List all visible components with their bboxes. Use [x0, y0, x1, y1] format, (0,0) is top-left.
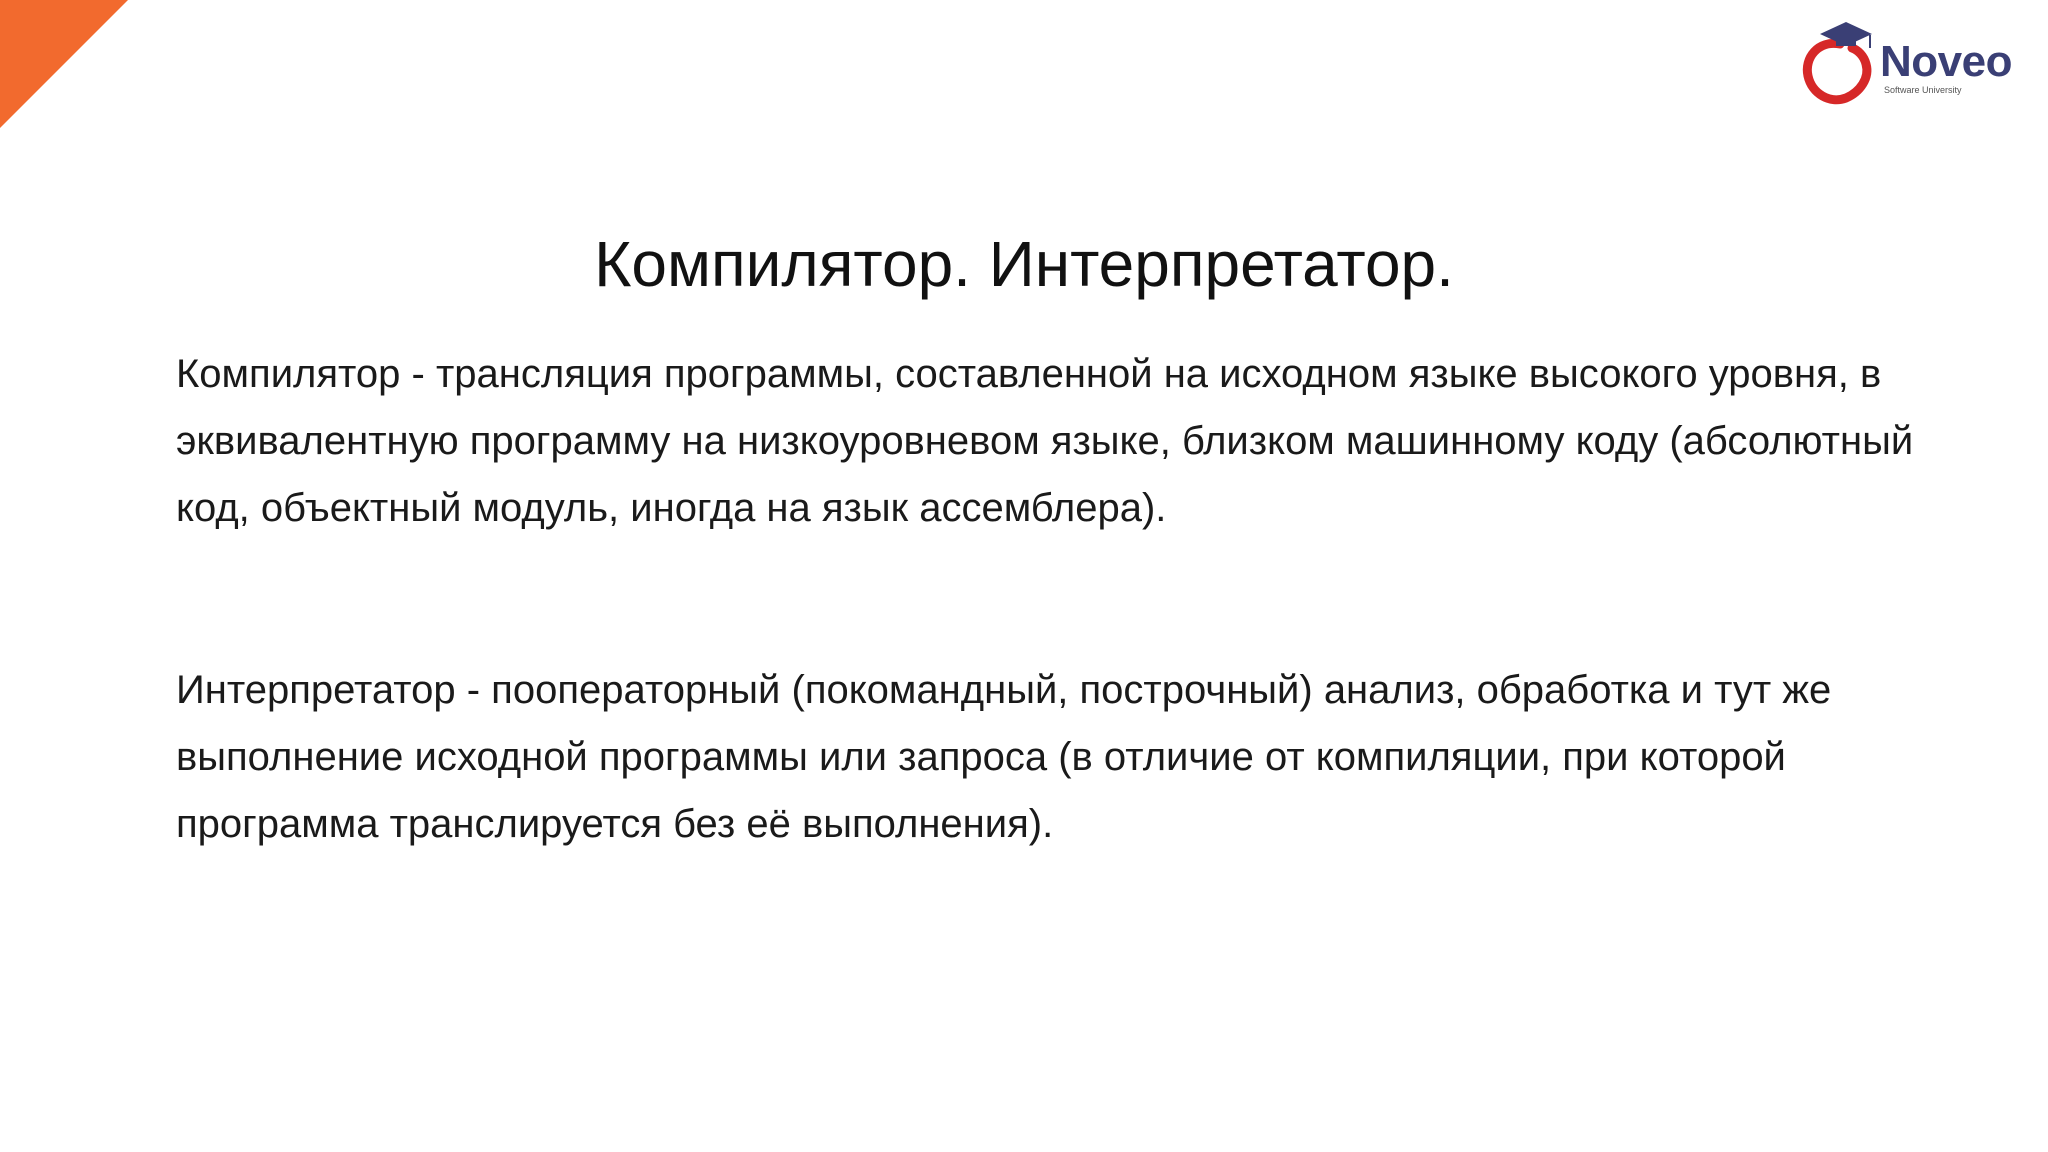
corner-accent-triangle	[0, 0, 130, 130]
logo-subtitle: Software University	[1884, 85, 1962, 95]
interpreter-definition-paragraph: Интерпретатор - пооператорный (покомандный, построчный) анализ, обработка и тут же выполнение исходной программы или запроса (в отличие от компиляции, при которой программа транслируется без её выполнения).	[176, 668, 1832, 846]
compiler-definition-paragraph: Компилятор - трансляция программы, составленной на исходном языке высокого уровня, в эквивалентную программу на низкоуровневом языке, близком машинному коду (абсолютный код, объектный модуль, иногда на язык ассемблера).	[176, 352, 1914, 530]
noveo-logo	[1800, 14, 2032, 106]
slide-title: Компилятор. Интерпретатор.	[594, 228, 1454, 300]
logo-wordmark: Noveo	[1880, 37, 2012, 86]
graduation-cap-apple-icon	[1800, 14, 1884, 106]
